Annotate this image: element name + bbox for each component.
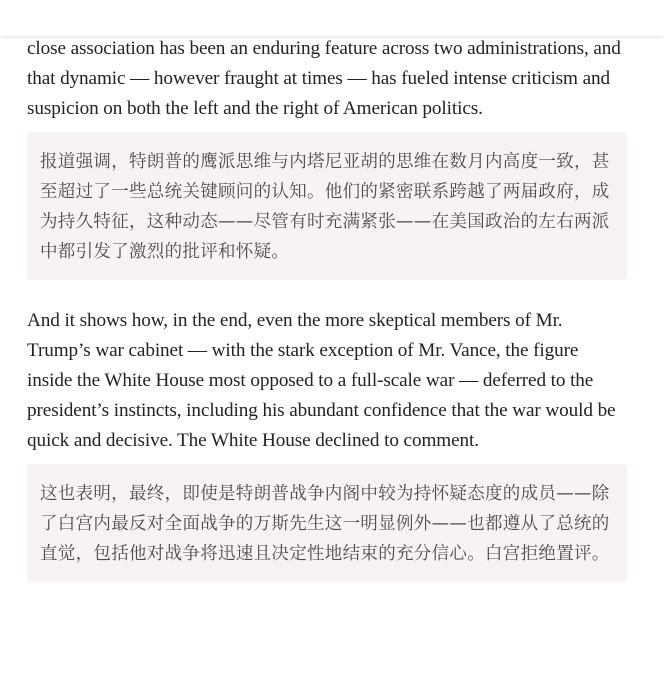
paragraph-english: close association has been an enduring feature across two administrations, and that dynamic — however fraught at times — has fueled intense criticism and suspicion on both the left and the right of American politics.	[27, 38, 621, 119]
top-bar	[0, 0, 664, 36]
article-body	[27, 34, 627, 582]
paragraph-chinese-translation: 这也表明，最终，即使是特朗普战争内阁中较为持怀疑态度的成员——除了白宫内最反对全面战争的万斯先生这一明显例外——也都遵从了总统的直觉，包括他对战争将迅速且决定性地结束的充分信心。白宫拒绝置评。	[27, 464, 627, 582]
paragraph-english: And it shows how, in the end, even the more skeptical members of Mr. Trump’s war cabinet — with the stark exception of Mr. Vance, the figure inside the White House most opposed to a full-scale war — deferred to the president’s instincts, including his abundant confidence that the war would be quick and decisive. The White House declined to comment.	[27, 310, 616, 451]
paragraph-spacer	[27, 280, 627, 306]
paragraph-chinese-translation: 报道强调，特朗普的鹰派思维与内塔尼亚胡的思维在数月内高度一致，甚至超过了一些总统关键顾问的认知。他们的紧密联系跨越了两届政府，成为持久特征，这种动态——尽管有时充满紧张——在美国政治的左右两派中都引发了激烈的批评和怀疑。	[27, 132, 627, 280]
